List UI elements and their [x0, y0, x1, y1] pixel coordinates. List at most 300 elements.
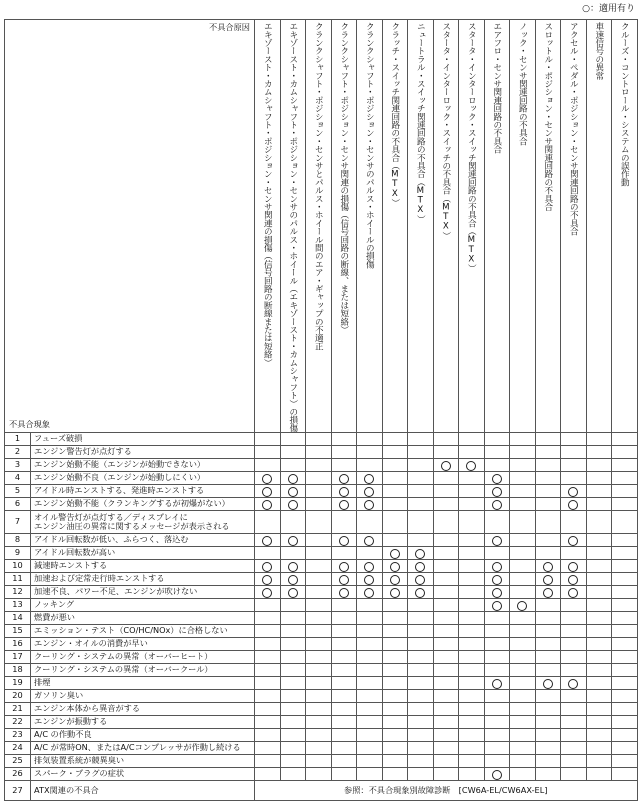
- applicability-cell: [306, 586, 332, 599]
- applicable-circle-mark: [390, 575, 400, 585]
- symptom-text: ガソリン臭い: [34, 690, 84, 701]
- applicable-circle-mark: [466, 461, 476, 471]
- applicability-cell: [459, 690, 485, 703]
- applicability-cell: [306, 638, 332, 651]
- applicability-cell: [510, 625, 536, 638]
- applicability-cell: [382, 742, 408, 755]
- applicable-circle-mark: [339, 536, 349, 546]
- row-number: 26: [5, 768, 31, 781]
- applicability-cell: [433, 485, 459, 498]
- applicable-circle-mark: [492, 575, 502, 585]
- applicability-cell: [586, 498, 612, 511]
- applicability-cell: [408, 664, 434, 677]
- symptom-text: エンジン警告灯が点灯する: [34, 446, 132, 457]
- applicability-cell: [408, 599, 434, 612]
- applicability-cell: [535, 472, 561, 485]
- table-row: [5, 446, 638, 459]
- applicability-cell: [357, 446, 383, 459]
- table-row: [5, 573, 638, 586]
- applicability-cell: [484, 651, 510, 664]
- applicable-circle-mark: [262, 536, 272, 546]
- cause-column-label: スタータ・インターロック・スイッチの不具合（MTX）: [440, 22, 451, 240]
- applicability-cell: [280, 716, 306, 729]
- table-row: [5, 498, 638, 511]
- applicability-cell: [382, 511, 408, 534]
- symptom-cell: [31, 547, 255, 560]
- applicability-cell: [510, 651, 536, 664]
- applicability-cell: [510, 742, 536, 755]
- legend: ○：適用有り: [582, 4, 635, 14]
- applicability-cell: [459, 547, 485, 560]
- applicability-cell: [459, 511, 485, 534]
- applicability-cell: [586, 664, 612, 677]
- applicable-circle-mark: [262, 474, 272, 484]
- applicability-cell: [306, 511, 332, 534]
- applicability-cell: [433, 703, 459, 716]
- symptom-cell: [31, 625, 255, 638]
- applicable-circle-mark: [364, 487, 374, 497]
- applicability-cell: [280, 599, 306, 612]
- applicability-cell: [510, 677, 536, 690]
- applicable-circle-mark: [492, 770, 502, 780]
- cause-column-header: [306, 20, 332, 433]
- applicability-cell: [382, 768, 408, 781]
- applicability-cell: [510, 433, 536, 446]
- applicability-cell: [357, 511, 383, 534]
- applicability-cell: [484, 768, 510, 781]
- row-number: 7: [5, 511, 31, 534]
- applicability-cell: [612, 547, 638, 560]
- applicability-cell: [484, 534, 510, 547]
- applicability-cell: [612, 625, 638, 638]
- symptom-text: 排煙: [34, 677, 51, 688]
- applicability-cell: [382, 677, 408, 690]
- applicability-cell: [280, 459, 306, 472]
- applicability-cell: [280, 586, 306, 599]
- applicability-cell: [280, 729, 306, 742]
- applicability-cell: [280, 612, 306, 625]
- applicability-cell: [561, 560, 587, 573]
- table-row: [5, 485, 638, 498]
- applicability-cell: [408, 511, 434, 534]
- row-number: 4: [5, 472, 31, 485]
- applicability-cell: [612, 703, 638, 716]
- applicability-cell: [612, 768, 638, 781]
- applicability-cell: [306, 446, 332, 459]
- applicability-cell: [331, 677, 357, 690]
- table-row: [5, 638, 638, 651]
- applicable-circle-mark: [390, 588, 400, 598]
- applicability-cell: [612, 573, 638, 586]
- applicability-cell: [382, 498, 408, 511]
- applicability-cell: [255, 547, 281, 560]
- cause-column-header: [255, 20, 281, 433]
- applicability-cell: [612, 690, 638, 703]
- symptom-cell: [31, 703, 255, 716]
- applicability-cell: [357, 599, 383, 612]
- applicability-cell: [382, 612, 408, 625]
- applicability-cell: [561, 498, 587, 511]
- applicability-cell: [357, 498, 383, 511]
- applicable-circle-mark: [262, 500, 272, 510]
- applicability-cell: [561, 664, 587, 677]
- applicability-cell: [306, 625, 332, 638]
- applicability-cell: [433, 612, 459, 625]
- row-number: 24: [5, 742, 31, 755]
- row-number: 1: [5, 433, 31, 446]
- applicable-circle-mark: [415, 575, 425, 585]
- applicability-cell: [408, 768, 434, 781]
- applicability-cell: [510, 472, 536, 485]
- applicability-cell: [484, 446, 510, 459]
- symptom-text: 燃費が悪い: [34, 612, 75, 623]
- symptom-text: エンジン油圧の異常に関するメッセージが表示される: [34, 521, 230, 531]
- applicability-cell: [331, 729, 357, 742]
- applicability-cell: [255, 651, 281, 664]
- applicability-cell: [357, 485, 383, 498]
- applicability-cell: [612, 716, 638, 729]
- applicability-cell: [408, 625, 434, 638]
- applicability-cell: [510, 498, 536, 511]
- cause-column-header: [459, 20, 485, 433]
- symptom-text: 加速および定常走行時エンストする: [34, 573, 165, 584]
- applicability-cell: [459, 742, 485, 755]
- applicability-cell: [561, 511, 587, 534]
- table-row: [5, 511, 638, 534]
- symptom-cell: [31, 638, 255, 651]
- applicability-cell: [331, 742, 357, 755]
- applicability-cell: [612, 498, 638, 511]
- applicability-cell: [586, 729, 612, 742]
- applicability-cell: [561, 573, 587, 586]
- applicability-cell: [331, 716, 357, 729]
- table-row: [5, 768, 638, 781]
- applicability-cell: [331, 651, 357, 664]
- applicability-cell: [382, 664, 408, 677]
- applicable-circle-mark: [568, 500, 578, 510]
- cause-column-label: クランクシャフト・ポジション・センサとパルス・ホイール間のエア・ギャップの不適正: [313, 22, 324, 350]
- applicability-cell: [586, 511, 612, 534]
- symptom-text: エンジンが振動する: [34, 716, 108, 727]
- cause-column-header: [382, 20, 408, 433]
- applicable-circle-mark: [339, 588, 349, 598]
- symptom-cell: [31, 612, 255, 625]
- symptom-cell: [31, 573, 255, 586]
- applicability-cell: [535, 703, 561, 716]
- symptom-text: アイドル時エンストする、発進時エンストする: [34, 485, 205, 496]
- applicability-cell: [408, 586, 434, 599]
- applicability-cell: [433, 433, 459, 446]
- symptom-cell: [31, 498, 255, 511]
- applicability-cell: [459, 573, 485, 586]
- applicability-cell: [331, 433, 357, 446]
- applicability-cell: [561, 625, 587, 638]
- applicability-cell: [535, 586, 561, 599]
- symptom-text: エンジン始動不能（クランキングするが初爆がない）: [34, 498, 230, 509]
- cause-column-label: エキゾースト・カムシャフト・ポジション・センサ関連の損傷（信号回路の断線または短絡）: [262, 22, 273, 367]
- applicability-cell: [382, 755, 408, 768]
- applicability-cell: [535, 534, 561, 547]
- applicability-cell: [459, 638, 485, 651]
- applicability-cell: [408, 547, 434, 560]
- applicability-cell: [535, 664, 561, 677]
- applicability-cell: [484, 511, 510, 534]
- applicability-cell: [306, 742, 332, 755]
- cause-column-label: スロットル・ポジション・センサ関連回路の不具合: [542, 22, 553, 211]
- applicability-cell: [433, 560, 459, 573]
- applicability-cell: [255, 485, 281, 498]
- diagnosis-table: [4, 19, 638, 801]
- applicability-cell: [331, 446, 357, 459]
- applicability-cell: [510, 690, 536, 703]
- table-row: [5, 781, 638, 801]
- applicability-cell: [255, 433, 281, 446]
- cause-column-label: アクセル・ペダル・ポジション・センサ関連回路の不具合: [568, 22, 579, 236]
- applicability-cell: [433, 755, 459, 768]
- applicability-cell: [484, 677, 510, 690]
- applicability-cell: [280, 664, 306, 677]
- applicability-cell: [408, 638, 434, 651]
- applicable-circle-mark: [288, 487, 298, 497]
- applicability-cell: [357, 472, 383, 485]
- applicability-cell: [382, 716, 408, 729]
- applicable-circle-mark: [262, 588, 272, 598]
- applicability-cell: [484, 433, 510, 446]
- applicability-cell: [484, 547, 510, 560]
- applicable-circle-mark: [339, 575, 349, 585]
- cause-column-header: [586, 20, 612, 433]
- applicability-cell: [280, 446, 306, 459]
- row-number: 14: [5, 612, 31, 625]
- symptom-cell: [31, 729, 255, 742]
- applicability-cell: [408, 560, 434, 573]
- applicability-cell: [535, 573, 561, 586]
- applicable-circle-mark: [364, 588, 374, 598]
- symptom-text: 排気装置系統が競異臭い: [34, 755, 125, 766]
- applicability-cell: [459, 703, 485, 716]
- applicability-cell: [535, 690, 561, 703]
- applicability-cell: [561, 703, 587, 716]
- applicability-cell: [459, 755, 485, 768]
- applicability-cell: [510, 768, 536, 781]
- applicable-circle-mark: [492, 588, 502, 598]
- applicability-cell: [382, 560, 408, 573]
- applicable-circle-mark: [492, 487, 502, 497]
- applicability-cell: [357, 560, 383, 573]
- row-number: 11: [5, 573, 31, 586]
- reference-note: 参照：不具合現象別故障診断 [CW6A-EL/CW6AX-EL]: [255, 781, 638, 801]
- applicability-cell: [408, 703, 434, 716]
- applicability-cell: [433, 690, 459, 703]
- applicability-cell: [612, 664, 638, 677]
- cause-column-label: スタータ・インターロック・スイッチ関連回路の不具合（MTX）: [466, 22, 477, 273]
- row-number: 17: [5, 651, 31, 664]
- applicability-cell: [484, 573, 510, 586]
- applicability-cell: [586, 690, 612, 703]
- applicability-cell: [561, 742, 587, 755]
- symptom-text: 加速不良、パワー不足、エンジンが吹けない: [34, 586, 198, 597]
- applicability-cell: [561, 599, 587, 612]
- applicability-cell: [306, 612, 332, 625]
- applicability-cell: [535, 485, 561, 498]
- applicability-cell: [459, 534, 485, 547]
- applicability-cell: [510, 599, 536, 612]
- symptom-text: フューズ破損: [34, 433, 83, 444]
- applicability-cell: [612, 638, 638, 651]
- symptom-text: クーリング・システムの異常（オーバークール）: [34, 664, 213, 675]
- applicability-cell: [510, 716, 536, 729]
- applicability-cell: [331, 690, 357, 703]
- applicability-cell: [459, 446, 485, 459]
- symptom-text: エンジン・オイルの消費が早い: [34, 638, 148, 649]
- applicability-cell: [382, 485, 408, 498]
- applicability-cell: [535, 459, 561, 472]
- applicability-cell: [357, 690, 383, 703]
- applicability-cell: [433, 664, 459, 677]
- cause-column-label: エアフロ・センサ関連回路の不具合: [491, 22, 502, 154]
- applicability-cell: [255, 742, 281, 755]
- symptom-text: エンジン始動不能（エンジンが始動できない）: [34, 459, 206, 470]
- applicability-cell: [382, 459, 408, 472]
- applicability-cell: [510, 703, 536, 716]
- table-row: [5, 703, 638, 716]
- table-row: [5, 755, 638, 768]
- applicability-cell: [484, 459, 510, 472]
- applicability-cell: [255, 664, 281, 677]
- applicability-cell: [357, 433, 383, 446]
- table-row: [5, 651, 638, 664]
- applicability-cell: [280, 433, 306, 446]
- applicability-cell: [459, 586, 485, 599]
- applicability-cell: [612, 446, 638, 459]
- applicability-cell: [408, 742, 434, 755]
- applicability-cell: [306, 534, 332, 547]
- applicable-circle-mark: [568, 536, 578, 546]
- applicability-cell: [612, 534, 638, 547]
- applicable-circle-mark: [543, 575, 553, 585]
- applicable-circle-mark: [364, 536, 374, 546]
- applicability-cell: [306, 664, 332, 677]
- applicability-cell: [433, 586, 459, 599]
- applicability-cell: [586, 573, 612, 586]
- applicability-cell: [535, 625, 561, 638]
- applicability-cell: [306, 677, 332, 690]
- symptom-cell: [31, 651, 255, 664]
- table-row: [5, 729, 638, 742]
- row-number: 8: [5, 534, 31, 547]
- applicability-cell: [433, 498, 459, 511]
- applicability-cell: [255, 703, 281, 716]
- applicability-cell: [357, 612, 383, 625]
- applicability-cell: [255, 729, 281, 742]
- applicability-cell: [433, 573, 459, 586]
- applicability-cell: [510, 612, 536, 625]
- applicability-cell: [535, 677, 561, 690]
- applicable-circle-mark: [364, 575, 374, 585]
- applicability-cell: [408, 690, 434, 703]
- applicability-cell: [408, 485, 434, 498]
- table-row: [5, 586, 638, 599]
- applicability-cell: [612, 433, 638, 446]
- applicability-cell: [382, 534, 408, 547]
- applicability-cell: [586, 625, 612, 638]
- applicability-cell: [586, 547, 612, 560]
- applicable-circle-mark: [339, 487, 349, 497]
- applicability-cell: [357, 459, 383, 472]
- applicability-cell: [510, 511, 536, 534]
- applicable-circle-mark: [543, 679, 553, 689]
- applicability-cell: [306, 703, 332, 716]
- applicability-cell: [433, 511, 459, 534]
- applicability-cell: [331, 703, 357, 716]
- applicability-cell: [586, 599, 612, 612]
- applicable-circle-mark: [262, 487, 272, 497]
- applicability-cell: [280, 472, 306, 485]
- table-row: [5, 625, 638, 638]
- applicability-cell: [484, 625, 510, 638]
- applicability-cell: [357, 768, 383, 781]
- applicability-cell: [510, 446, 536, 459]
- applicability-cell: [382, 703, 408, 716]
- table-row: [5, 534, 638, 547]
- applicability-cell: [280, 742, 306, 755]
- applicability-cell: [306, 729, 332, 742]
- cause-column-label: エキゾースト・カムシャフト・ポジション・センサのパルス・ホイール（エキゾースト・カムシャフト）の損傷: [287, 22, 298, 432]
- applicability-cell: [255, 599, 281, 612]
- applicability-cell: [484, 638, 510, 651]
- applicability-cell: [255, 716, 281, 729]
- cause-column-label: ノック・センサ関連回路の不具合: [517, 22, 528, 145]
- symptom-cell: [31, 560, 255, 573]
- applicability-cell: [561, 690, 587, 703]
- applicability-cell: [433, 599, 459, 612]
- cause-column-label: クランクシャフト・ポジション・センサ関連の損傷（信号回路の断線、または短絡）: [338, 22, 349, 334]
- applicable-circle-mark: [415, 562, 425, 572]
- applicability-cell: [612, 459, 638, 472]
- applicability-cell: [433, 459, 459, 472]
- applicability-cell: [331, 472, 357, 485]
- symptom-cell: [31, 485, 255, 498]
- row-number: 5: [5, 485, 31, 498]
- applicability-cell: [561, 586, 587, 599]
- applicability-cell: [382, 547, 408, 560]
- applicable-circle-mark: [441, 461, 451, 471]
- applicability-cell: [255, 586, 281, 599]
- symptom-cell: [31, 586, 255, 599]
- applicability-cell: [306, 768, 332, 781]
- applicability-cell: [382, 573, 408, 586]
- applicability-cell: [510, 547, 536, 560]
- applicability-cell: [484, 599, 510, 612]
- symptom-cell: [31, 768, 255, 781]
- applicability-cell: [510, 586, 536, 599]
- applicability-cell: [510, 638, 536, 651]
- applicability-cell: [433, 446, 459, 459]
- applicability-cell: [535, 651, 561, 664]
- applicable-circle-mark: [543, 562, 553, 572]
- applicability-cell: [382, 586, 408, 599]
- applicability-cell: [306, 498, 332, 511]
- cause-column-header: [331, 20, 357, 433]
- applicability-cell: [408, 573, 434, 586]
- applicability-cell: [331, 573, 357, 586]
- symptom-text: A/C の作動不良: [34, 729, 92, 740]
- symptom-cell: [31, 472, 255, 485]
- applicability-cell: [408, 755, 434, 768]
- row-number: 13: [5, 599, 31, 612]
- applicability-cell: [586, 534, 612, 547]
- applicability-cell: [433, 729, 459, 742]
